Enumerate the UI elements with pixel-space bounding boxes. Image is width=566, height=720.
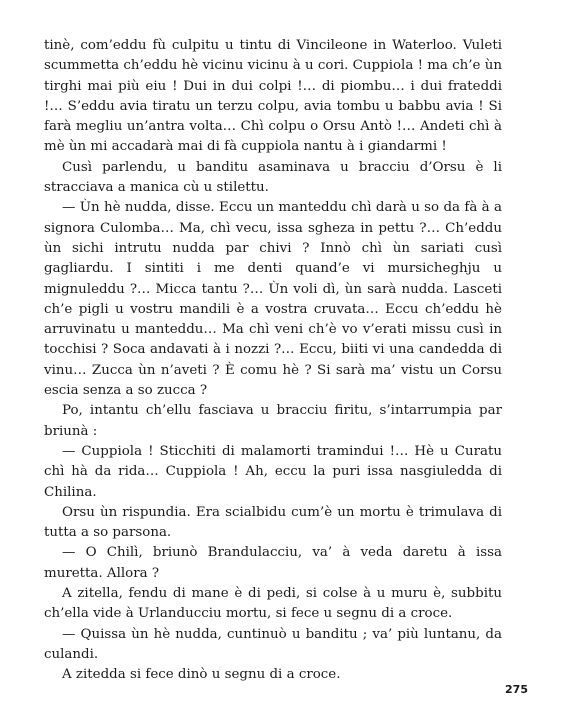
body-text xyxy=(44,36,502,686)
paragraph: tinè, com’eddu fù culpitu u tintu di Vincileone in Waterloo. Vuleti scummetta ch’eddu hè vicinu vicinu à u cori. Cuppiola ! ma ch’e ùn tirghi mai più eiu ! Dui in dui colpi !… di piombu… i dui frateddi !… S’eddu avia tiratu un terzu colpu, avia tombu u babbu avia ! Si farà megliu un’antra volta… Chì colpu o Orsu Antò !… Andeti chì à mè ùn mi accadarà mai di fà cuppiola nantu à i giandarmi ! xyxy=(44,38,502,155)
paragraph: Cusì parlendu, u banditu asaminava u bracciu d’Orsu è li stracciava a manica cù u stilettu. xyxy=(44,159,502,196)
paragraph: A zitedda si fece dinò u segnu di a croce. xyxy=(62,667,341,683)
paragraph: — Ùn hè nudda, disse. Eccu un manteddu chì darà u so da fà à a signora Culomba… Ma, chì vecu, issa sgheza in pettu ?… Ch’eddu ùn sichi intrutu nudda par chivi ? Innò chì ùn sariati cusì gagliardu. I sintiti i me denti quand’e vi mursicheghju u mignuleddu ?… Micca tantu ?… Ùn voli dì, ùn sarà nudda. Lasceti ch’e pigli u vostru mandili è a vostra cruvata… Eccu ch’eddu hè arruvinatu u manteddu… Ma chì veni ch’è vo v’erati missu cusì in tocchisi ? Soca andavati à i nozzi ?… Eccu, biiti vi una candedda di vinu… Zucca ùn n’aveti ? È comu hè ? Si sarà ma’ vistu un Corsu escia senza a so zucca ? xyxy=(44,200,502,399)
paragraph: Po, intantu ch’ellu fasciava u bracciu firitu, s’intarrumpia par briunà : xyxy=(44,403,502,439)
paragraph: Orsu ùn rispundia. Era scialbidu cum’è un mortu è trimulava di tutta a so parsona. xyxy=(44,504,502,541)
paragraph: — Cuppiola ! Sticchiti di malamorti tramindui !… Hè u Curatu chì hà da rida… Cuppiola ! Ah, eccu la puri issa nasgiuledda di Chilina. xyxy=(44,443,502,500)
paragraph: — Quissa ùn hè nudda, cuntinuò u banditu ; va’ più luntanu, da culandi. xyxy=(44,626,502,662)
paragraph: — O Chilì, briunò Brandulacciu, va’ à veda daretu à issa muretta. Allora ? xyxy=(44,545,502,581)
paragraph: A zitella, fendu di mane è di pedi, si colse à u muru è, subbitu ch’ella vide à Urlanducciu mortu, si fece u segnu di a croce. xyxy=(44,586,502,622)
page-number: 275 xyxy=(505,683,528,696)
